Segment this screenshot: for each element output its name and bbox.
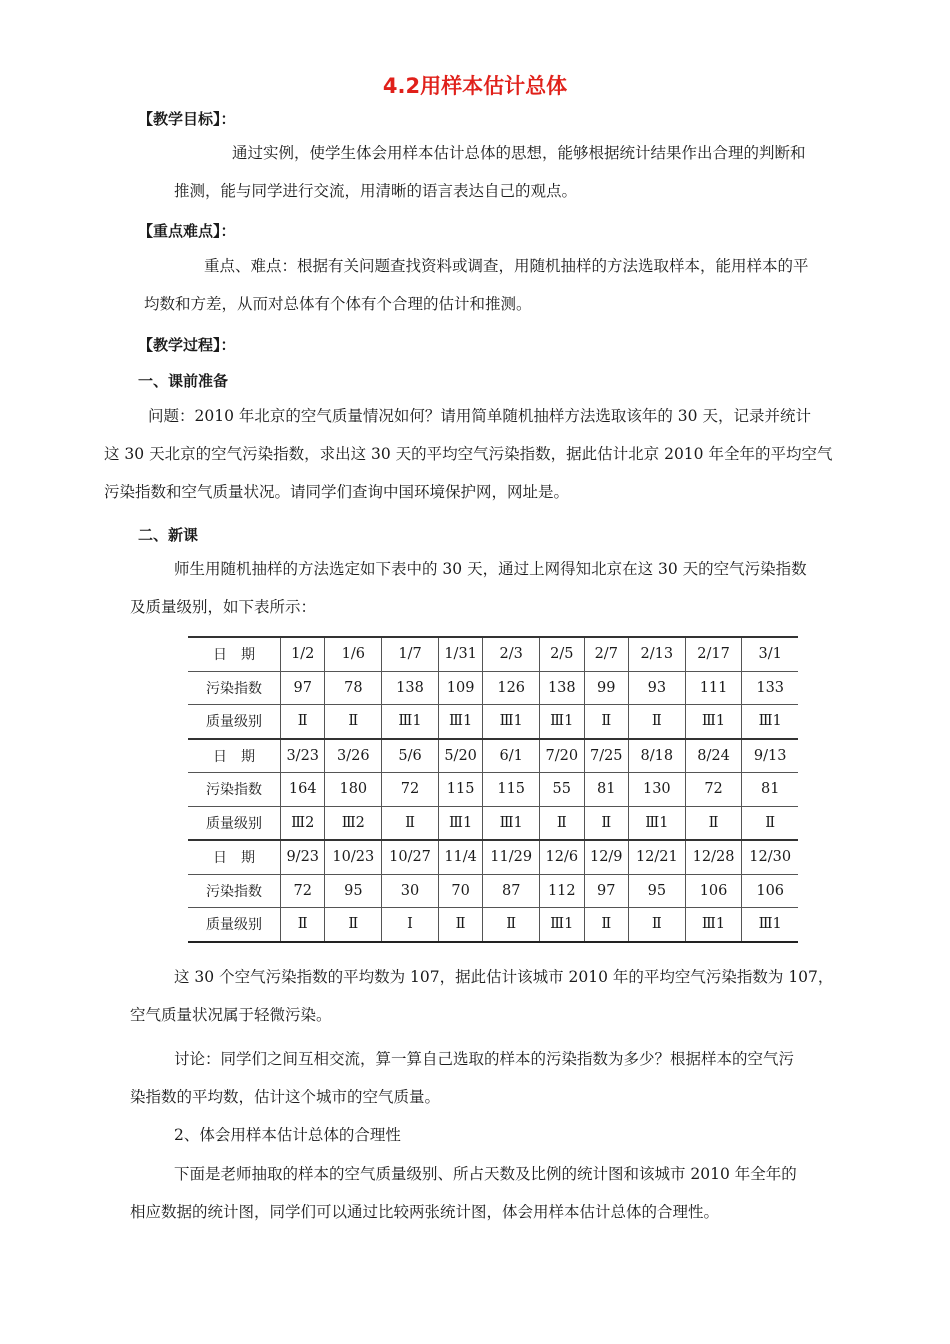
table-row-dates (188, 637, 798, 671)
table-cell: 2/13 (628, 637, 685, 671)
table-cell: 106 (685, 874, 742, 908)
text-line: 重点、难点：根据有关问题查找资料或调查，用随机抽样的方法选取样本，能用样本的平 (204, 257, 809, 275)
table-cell: Ⅲ1 (438, 705, 482, 739)
table-cell: 1/31 (438, 637, 482, 671)
table-cell: 11/4 (438, 840, 482, 874)
row-label: 质量级别 (188, 908, 281, 942)
table-cell: 109 (438, 671, 482, 705)
table-cell: Ⅱ (685, 806, 742, 840)
table-cell: Ⅱ (584, 806, 628, 840)
row-label: 日 期 (188, 637, 281, 671)
table-cell: Ⅲ1 (540, 908, 584, 942)
table-cell: Ⅱ (281, 705, 325, 739)
table-cell: 93 (628, 671, 685, 705)
table-cell: 7/25 (584, 739, 628, 773)
table-cell: Ⅲ1 (483, 806, 540, 840)
table-cell: 8/24 (685, 739, 742, 773)
row-label: 污染指数 (188, 874, 281, 908)
table-cell: Ⅲ2 (281, 806, 325, 840)
table-cell: Ⅲ1 (483, 705, 540, 739)
text-line: 下面是老师抽取的样本的空气质量级别、所占天数及比例的统计图和该城市 2010 年全年的 (174, 1165, 797, 1183)
table-cell: 95 (628, 874, 685, 908)
table-cell: 12/30 (742, 840, 798, 874)
text-line: 相应数据的统计图，同学们可以通过比较两张统计图，体会用样本估计总体的合理性。 (130, 1203, 720, 1221)
table-cell: Ⅱ (438, 908, 482, 942)
table-row-indices (188, 773, 798, 807)
section1-paragraph (104, 397, 833, 511)
table-cell: 72 (382, 773, 439, 807)
text-line: 污染指数和空气质量状况。请同学们查询中国环境保护网，网址是。 (104, 483, 570, 501)
table-cell: 111 (685, 671, 742, 705)
table-cell: 9/13 (742, 739, 798, 773)
table-cell: 115 (483, 773, 540, 807)
table-row-dates (188, 840, 798, 874)
table-cell: 5/20 (438, 739, 482, 773)
table-cell: 3/1 (742, 637, 798, 671)
row-label: 质量级别 (188, 705, 281, 739)
text-line: 均数和方差，从而对总体有个体有个合理的估计和推测。 (144, 295, 532, 313)
table-cell: 72 (685, 773, 742, 807)
table-cell: 30 (382, 874, 439, 908)
table-cell: 99 (584, 671, 628, 705)
table-cell: 12/28 (685, 840, 742, 874)
table-cell: 10/23 (325, 840, 382, 874)
table-cell: 6/1 (483, 739, 540, 773)
table-row-indices (188, 874, 798, 908)
text-line: 及质量级别，如下表所示： (130, 598, 317, 616)
text-line: 空气质量状况属于轻微污染。 (130, 1006, 332, 1024)
text-line: 染指数的平均数，估计这个城市的空气质量。 (130, 1088, 441, 1106)
goals-paragraph (174, 134, 806, 210)
text-line: 问题：2010 年北京的空气质量情况如何？请用简单随机抽样方法选取该年的 30 天，记录并统计 (148, 407, 811, 425)
table-cell: Ⅱ (281, 908, 325, 942)
table-cell: Ⅰ (382, 908, 439, 942)
table-cell: 5/6 (382, 739, 439, 773)
table-cell: Ⅲ1 (382, 705, 439, 739)
table-cell: Ⅱ (628, 705, 685, 739)
table-cell: 11/29 (483, 840, 540, 874)
table-cell: Ⅱ (325, 908, 382, 942)
table-cell: Ⅲ1 (438, 806, 482, 840)
table-cell: 70 (438, 874, 482, 908)
page-title: 4.2用样本估计总体 (382, 74, 568, 98)
row-label: 污染指数 (188, 773, 281, 807)
section1-heading: 一、课前准备 (138, 372, 229, 390)
table-cell: 97 (584, 874, 628, 908)
table-cell: Ⅱ (628, 908, 685, 942)
discussion-paragraph (130, 1040, 795, 1116)
table-cell: Ⅱ (382, 806, 439, 840)
text-line: 这 30 天北京的空气污染指数，求出这 30 天的平均空气污染指数，据此估计北京 2010 年全年的平均空气 (104, 445, 833, 463)
subheading-reasonableness (174, 1116, 401, 1154)
table-row-levels (188, 908, 798, 942)
key-points-paragraph (144, 247, 809, 323)
table-row-dates (188, 739, 798, 773)
table-cell: 2/17 (685, 637, 742, 671)
table-cell: 2/3 (483, 637, 540, 671)
table-cell: 97 (281, 671, 325, 705)
table-cell: 164 (281, 773, 325, 807)
table-cell: 1/7 (382, 637, 439, 671)
row-label: 日 期 (188, 739, 281, 773)
table-cell: 95 (325, 874, 382, 908)
table-cell: Ⅲ1 (685, 908, 742, 942)
text-line: 通过实例，使学生体会用样本估计总体的思想，能够根据统计结果作出合理的判断和 (232, 144, 806, 162)
table-cell: Ⅲ1 (628, 806, 685, 840)
table-cell: Ⅱ (584, 908, 628, 942)
table-cell: Ⅱ (325, 705, 382, 739)
table-cell: 3/26 (325, 739, 382, 773)
text-line: 讨论：同学们之间互相交流，算一算自己选取的样本的污染指数为多少？根据样本的空气污 (174, 1050, 795, 1068)
table-cell: 10/27 (382, 840, 439, 874)
table-cell: 133 (742, 671, 798, 705)
section2-intro (130, 550, 807, 626)
air-quality-table (188, 636, 798, 943)
table-cell: 112 (540, 874, 584, 908)
row-label: 污染指数 (188, 671, 281, 705)
table-cell: 3/23 (281, 739, 325, 773)
table-row-levels (188, 806, 798, 840)
table-cell: Ⅲ1 (742, 908, 798, 942)
table-cell: 87 (483, 874, 540, 908)
table-cell: 138 (540, 671, 584, 705)
text-line: 这 30 个空气污染指数的平均数为 107，据此估计该城市 2010 年的平均空气污染指数为 107， (174, 968, 834, 986)
table-cell: Ⅲ1 (540, 705, 584, 739)
process-heading: 【教学过程】： (138, 336, 236, 354)
table-cell: 7/20 (540, 739, 584, 773)
table-cell: 8/18 (628, 739, 685, 773)
goals-heading: 【教学目标】： (138, 110, 236, 128)
table-row-levels (188, 705, 798, 739)
table-cell: Ⅱ (584, 705, 628, 739)
text-line: 师生用随机抽样的方法选定如下表中的 30 天，通过上网得知北京在这 30 天的空气污染指数 (174, 560, 807, 578)
section2-heading: 二、新课 (138, 526, 199, 544)
table-cell: Ⅲ2 (325, 806, 382, 840)
table-cell: 1/6 (325, 637, 382, 671)
table-cell: Ⅲ1 (742, 705, 798, 739)
table-cell: 106 (742, 874, 798, 908)
table-cell: 12/9 (584, 840, 628, 874)
after-table-paragraph (130, 958, 834, 1034)
table-cell: 9/23 (281, 840, 325, 874)
table-cell: 2/7 (584, 637, 628, 671)
table-cell: Ⅱ (483, 908, 540, 942)
table-cell: 72 (281, 874, 325, 908)
table-cell: 1/2 (281, 637, 325, 671)
table-cell: 78 (325, 671, 382, 705)
row-label: 质量级别 (188, 806, 281, 840)
table-cell: 55 (540, 773, 584, 807)
table-cell: Ⅱ (742, 806, 798, 840)
key-points-heading: 【重点难点】： (138, 222, 236, 240)
text-line: 2、体会用样本估计总体的合理性 (174, 1126, 401, 1144)
table-cell: 2/5 (540, 637, 584, 671)
table-cell: Ⅲ1 (685, 705, 742, 739)
text-line: 推测，能与同学进行交流，用清晰的语言表达自己的观点。 (174, 182, 578, 200)
row-label: 日 期 (188, 840, 281, 874)
table-cell: 12/6 (540, 840, 584, 874)
table-cell: 126 (483, 671, 540, 705)
table-cell: 12/21 (628, 840, 685, 874)
table-row-indices (188, 671, 798, 705)
table-cell: 81 (742, 773, 798, 807)
table-cell: Ⅱ (540, 806, 584, 840)
final-paragraph (130, 1155, 797, 1231)
table-cell: 81 (584, 773, 628, 807)
table-cell: 138 (382, 671, 439, 705)
table-cell: 115 (438, 773, 482, 807)
table-cell: 130 (628, 773, 685, 807)
table-cell: 180 (325, 773, 382, 807)
